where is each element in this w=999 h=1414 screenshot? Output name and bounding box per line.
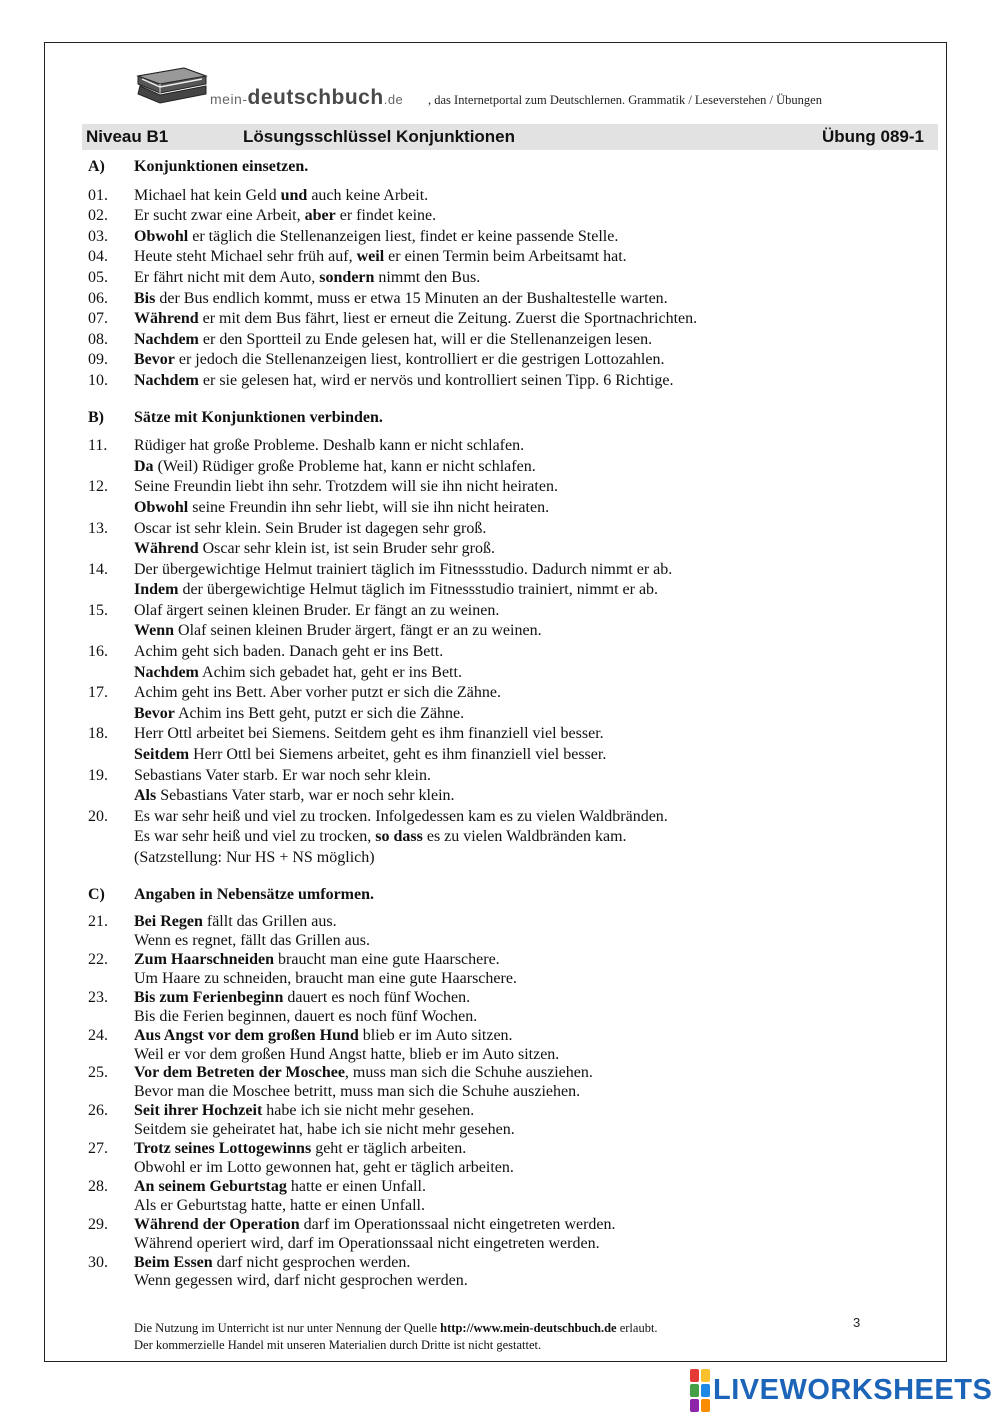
logo-square: [690, 1399, 699, 1412]
exercise-item: [88, 477, 928, 518]
item-line: [134, 289, 928, 310]
exercise-item: [88, 766, 928, 807]
sentence-text: er einen Termin beim Arbeitsamt hat.: [384, 248, 627, 266]
conjunction-answer: Beim Essen: [134, 1253, 213, 1271]
sentence-text: , muss man sich die Schuhe ausziehen.: [344, 1064, 593, 1082]
item-line: [134, 663, 928, 684]
item-line: [134, 580, 928, 601]
sentence-text: Weil er vor dem großen Hund Angst hatte, blieb er im Auto sitzen.: [134, 1045, 560, 1063]
item-line: [134, 621, 928, 642]
item-text: [134, 1254, 928, 1292]
item-line: [134, 1216, 928, 1235]
exercise-item: [88, 227, 928, 248]
sentence-text: Es war sehr heiß und viel zu trocken. Infolgedessen kam es zu vielen Waldbränden.: [134, 807, 668, 825]
conjunction-answer: Bevor: [134, 704, 175, 722]
logo-square: [690, 1384, 699, 1397]
item-number: 08.: [88, 330, 108, 348]
conjunction-answer: Bis: [134, 289, 156, 307]
exercise-item: [88, 330, 928, 351]
liveworksheets-logo-icon: [690, 1369, 710, 1412]
site-header: [134, 58, 914, 110]
sentence-text: Bis die Ferien beginnen, dauert es noch fünf Wochen.: [134, 1007, 478, 1025]
item-text: [134, 1216, 928, 1254]
exercise-item: [88, 186, 928, 207]
exercise-item: [88, 1027, 928, 1065]
sentence-text: Oscar ist sehr klein. Sein Bruder ist dagegen sehr groß.: [134, 519, 487, 537]
section-key: B): [88, 408, 104, 426]
item-number: 05.: [88, 268, 108, 286]
item-number: 13.: [88, 519, 108, 537]
item-line: [134, 309, 928, 330]
sentence-text: der übergewichtige Helmut täglich im Fitnessstudio trainiert, nimmt er ab.: [178, 581, 659, 599]
exercise-item: [88, 519, 928, 560]
sentence-text: (Satzstellung: Nur HS + NS möglich): [134, 849, 375, 866]
sentence-text: Wenn es regnet, fällt das Grillen aus.: [134, 932, 370, 950]
exercise-item: [88, 309, 928, 330]
sentence-text: Achim sich gebadet hat, geht er ins Bett.: [198, 663, 462, 681]
item-line: [134, 745, 928, 766]
item-line: [134, 477, 928, 498]
item-line: [134, 1008, 928, 1027]
sentence-text: nimmt den Bus.: [374, 268, 481, 286]
item-text: [134, 913, 928, 951]
item-line: [134, 642, 928, 663]
sentence-text: er den Sportteil zu Ende gelesen hat, will er die Stellenanzeigen lesen.: [198, 330, 653, 348]
item-line: [134, 724, 928, 745]
item-line: [134, 1027, 928, 1046]
footer-notice: [134, 1320, 658, 1354]
item-line: [134, 1159, 928, 1178]
sentence-text: Rüdiger hat große Probleme. Deshalb kann er nicht schlafen.: [134, 437, 525, 455]
conjunction-answer: Indem: [134, 581, 179, 599]
conjunction-answer: Bis zum Ferienbeginn: [134, 988, 284, 1006]
answer-key-content: [88, 155, 928, 1291]
sentence-text: darf im Operationssaal nicht eingetreten werden.: [299, 1215, 616, 1233]
sentence-text: Olaf seinen kleinen Bruder ärgert, fängt er an zu weinen.: [174, 622, 542, 640]
sentence-text: darf nicht gesprochen werden.: [212, 1253, 411, 1271]
sentence-text: fällt das Grillen aus.: [202, 913, 337, 931]
sentence-text: er findet keine.: [335, 207, 437, 225]
conjunction-answer: sondern: [319, 268, 375, 286]
source-url-link[interactable]: http://www.mein-deutschbuch.de: [440, 1321, 617, 1335]
conjunction-answer: so dass: [375, 828, 423, 846]
section-heading: [88, 885, 928, 906]
sentence-text: Während operiert wird, darf im Operationssaal nicht eingetreten werden.: [134, 1234, 600, 1252]
sentence-text: er jedoch die Stellenanzeigen liest, kontrolliert er die gestrigen Lottozahlen.: [174, 351, 665, 369]
item-line: [134, 1178, 928, 1197]
item-text: [134, 330, 928, 351]
conjunction-answer: Vor dem Betreten der Moschee: [134, 1064, 345, 1082]
item-number: 25.: [88, 1064, 108, 1082]
section-heading: [88, 408, 928, 429]
item-line: [134, 371, 928, 392]
item-line: [134, 807, 928, 828]
exercise-item: [88, 1102, 928, 1140]
exercise-item: [88, 1254, 928, 1292]
sentence-text: Bevor man die Moschee betritt, muss man sich die Schuhe ausziehen.: [134, 1083, 581, 1101]
sentence-text: Sebastians Vater starb, war er noch sehr klein.: [156, 787, 455, 805]
conjunction-answer: Obwohl: [134, 498, 189, 516]
item-text: [134, 766, 928, 807]
item-number: 23.: [88, 988, 108, 1006]
item-line: [134, 1046, 928, 1065]
sentence-text: der Bus endlich kommt, muss er etwa 15 Minuten an der Bushaltestelle warten.: [155, 289, 668, 307]
sentence-text: Seine Freundin liebt ihn sehr. Trotzdem will sie ihn nicht heiraten.: [134, 478, 558, 496]
item-number: 04.: [88, 248, 108, 266]
item-number: 15.: [88, 601, 108, 619]
section-key: A): [88, 158, 105, 175]
sentence-text: er sie gelesen hat, wird er nervös und kontrolliert seinen Tipp. 6 Richtige.: [198, 371, 674, 389]
sentence-text: auch keine Arbeit.: [307, 186, 429, 204]
item-number: 30.: [88, 1253, 108, 1271]
conjunction-answer: Zum Haarschneiden: [134, 951, 275, 968]
item-number: 01.: [88, 186, 108, 204]
item-number: 29.: [88, 1215, 108, 1233]
item-number: 02.: [88, 207, 108, 225]
conjunction-answer: Da: [134, 457, 154, 475]
sentence-text: Heute steht Michael sehr früh auf,: [134, 248, 357, 266]
section-gap: [88, 392, 928, 406]
item-text: [134, 683, 928, 724]
conjunction-answer: Trotz seines Lottogewinns: [134, 1140, 312, 1158]
item-text: [134, 989, 928, 1027]
section-c: [88, 885, 928, 1292]
sentence-text: dauert es noch fünf Wochen.: [283, 988, 471, 1006]
item-number: 10.: [88, 371, 108, 389]
item-line: [134, 330, 928, 351]
exercise-item: [88, 683, 928, 724]
section-heading: [88, 157, 928, 178]
item-text: [134, 206, 928, 227]
exercise-item: [88, 724, 928, 765]
item-line: [134, 436, 928, 457]
item-text: [134, 371, 928, 392]
item-text: [134, 1102, 928, 1140]
sentence-text: Als er Geburtstag hatte, hatte er einen Unfall.: [134, 1196, 425, 1214]
conjunction-answer: Während der Operation: [134, 1215, 300, 1233]
item-line: [134, 1102, 928, 1121]
item-text: [134, 642, 928, 683]
exercise-item: [88, 560, 928, 601]
sentence-text: (Weil) Rüdiger große Probleme hat, kann er nicht schlafen.: [153, 457, 536, 475]
level-label: Niveau B1: [86, 127, 169, 146]
item-line: [134, 683, 928, 704]
item-line: [134, 970, 928, 989]
exercise-item: [88, 247, 928, 268]
conjunction-answer: Seitdem: [134, 746, 190, 764]
item-line: [134, 766, 928, 787]
sentence-text: Seitdem sie geheiratet hat, habe ich sie nicht mehr gesehen.: [134, 1121, 515, 1139]
item-line: [134, 848, 928, 869]
sentence-text: Der übergewichtige Helmut trainiert täglich im Fitnessstudio. Dadurch nimmt er ab.: [134, 560, 673, 578]
sentence-text: es zu vielen Waldbränden kam.: [422, 828, 627, 846]
item-text: [134, 247, 928, 268]
item-line: [134, 786, 928, 807]
item-line: [134, 350, 928, 371]
header-tagline: , das Internetportal zum Deutschlernen. Grammatik / Leseverstehen / Übungen: [428, 93, 822, 107]
sentence-text: Achim ins Bett geht, putzt er sich die Zähne.: [174, 704, 465, 722]
book-stack-logo-icon: [134, 62, 208, 104]
item-number: 24.: [88, 1026, 108, 1044]
exercise-item: [88, 350, 928, 371]
item-text: [134, 268, 928, 289]
item-line: [134, 186, 928, 207]
exercise-item: [88, 951, 928, 989]
sentence-text: geht er täglich arbeiten.: [311, 1140, 467, 1158]
exercise-item: [88, 268, 928, 289]
exercise-item: [88, 989, 928, 1027]
item-number: 14.: [88, 560, 108, 578]
item-line: [134, 560, 928, 581]
footer-line-2: Der kommerzielle Handel mit unseren Materialien durch Dritte ist nicht gestattet.: [134, 1338, 542, 1352]
item-line: [134, 1140, 928, 1159]
exercise-item: [88, 642, 928, 683]
exercise-item: [88, 1140, 928, 1178]
item-text: [134, 1027, 928, 1065]
item-number: 21.: [88, 913, 108, 931]
section-a: [88, 157, 928, 392]
exercise-item: [88, 1064, 928, 1102]
page-title: Lösungsschlüssel Konjunktionen: [243, 127, 516, 146]
item-line: [134, 539, 928, 560]
item-text: [134, 289, 928, 310]
item-text: [134, 1178, 928, 1216]
sentence-text: Er sucht zwar eine Arbeit,: [134, 207, 305, 225]
conjunction-answer: Als: [134, 787, 157, 805]
conjunction-answer: Während: [134, 310, 199, 328]
logo-square: [701, 1399, 710, 1412]
item-line: [134, 227, 928, 248]
logo-square: [701, 1384, 710, 1397]
footer-line-1: Die Nutzung im Unterricht ist nur unter Nennung der Quelle http://www.mein-deutschbuch.de erlaubt.: [134, 1321, 658, 1335]
item-number: 20.: [88, 807, 108, 825]
exercise-number: Übung 089-1: [821, 127, 924, 146]
sentence-text: Sebastians Vater starb. Er war noch sehr klein.: [134, 766, 431, 784]
item-line: [134, 951, 928, 970]
sentence-text: er täglich die Stellenanzeigen liest, findet er keine passende Stelle.: [188, 227, 619, 245]
item-number: 22.: [88, 951, 108, 968]
conjunction-answer: Wenn: [134, 622, 175, 640]
brand-main: deutschbuch: [247, 86, 384, 109]
item-text: [134, 724, 928, 765]
sentence-text: Achim geht sich baden. Danach geht er ins Bett.: [134, 643, 444, 661]
item-line: [134, 1121, 928, 1140]
item-number: 11.: [88, 437, 108, 455]
item-number: 26.: [88, 1102, 108, 1120]
conjunction-answer: und: [280, 186, 308, 204]
exercise-item: [88, 371, 928, 392]
sentence-text: seine Freundin ihn sehr liebt, will sie ihn nicht heiraten.: [188, 498, 550, 516]
sentence-text: Es war sehr heiß und viel zu trocken,: [134, 828, 376, 846]
sentence-text: habe ich sie nicht mehr gesehen.: [262, 1102, 475, 1120]
item-number: 09.: [88, 351, 108, 369]
exercise-item: [88, 206, 928, 227]
item-line: [134, 1235, 928, 1254]
conjunction-answer: Nachdem: [134, 663, 199, 681]
sentence-text: er mit dem Bus fährt, liest er erneut die Zeitung. Zuerst die Sportnachrichten.: [198, 310, 698, 328]
item-text: [134, 951, 928, 989]
page-number: 3: [853, 1315, 861, 1330]
item-number: 28.: [88, 1177, 108, 1195]
exercise-item: [88, 1216, 928, 1254]
item-line: [134, 247, 928, 268]
sentence-text: braucht man eine gute Haarschere.: [274, 951, 500, 968]
section-title: Sätze mit Konjunktionen verbinden.: [134, 408, 383, 426]
brand-prefix: mein-: [210, 91, 248, 107]
item-line: [134, 519, 928, 540]
item-number: 18.: [88, 725, 108, 743]
item-line: [134, 989, 928, 1008]
exercise-item: [88, 289, 928, 310]
sentence-text: Oscar sehr klein ist, ist sein Bruder sehr groß.: [198, 540, 495, 558]
exercise-item: [88, 807, 928, 869]
logo-square: [701, 1369, 710, 1382]
sentence-text: Obwohl er im Lotto gewonnen hat, geht er täglich arbeiten.: [134, 1158, 514, 1176]
item-number: 07.: [88, 310, 108, 328]
section-title: Konjunktionen einsetzen.: [134, 158, 309, 175]
sentence-text: blieb er im Auto sitzen.: [358, 1026, 513, 1044]
item-text: [134, 227, 928, 248]
item-line: [134, 827, 928, 848]
conjunction-answer: aber: [304, 207, 336, 225]
conjunction-answer: weil: [356, 248, 385, 266]
item-line: [134, 206, 928, 227]
conjunction-answer: An seinem Geburtstag: [134, 1177, 287, 1195]
conjunction-answer: Während: [134, 540, 199, 558]
item-number: 16.: [88, 643, 108, 661]
sentence-text: Wenn gegessen wird, darf nicht gesprochen werden.: [134, 1272, 468, 1290]
conjunction-answer: Nachdem: [134, 330, 199, 348]
item-text: [134, 519, 928, 560]
item-line: [134, 498, 928, 519]
brand-tld: .de: [383, 92, 404, 107]
conjunction-answer: Bevor: [134, 351, 175, 369]
item-number: 12.: [88, 478, 108, 496]
item-number: 03.: [88, 227, 108, 245]
exercise-item: [88, 601, 928, 642]
section-b: [88, 408, 928, 869]
sentence-text: Herr Ottl arbeitet bei Siemens. Seitdem geht es ihm finanziell viel besser.: [134, 725, 604, 743]
sentence-text: Herr Ottl bei Siemens arbeitet, geht es ihm finanziell viel besser.: [189, 746, 607, 764]
conjunction-answer: Aus Angst vor dem großen Hund: [134, 1026, 359, 1044]
item-number: 27.: [88, 1140, 108, 1158]
sentence-text: Olaf ärgert seinen kleinen Bruder. Er fängt an zu weinen.: [134, 601, 500, 619]
watermark-text: LIVEWORKSHEETS: [713, 1373, 993, 1406]
item-text: [134, 807, 928, 869]
item-number: 17.: [88, 684, 108, 702]
sentence-text: Michael hat kein Geld: [134, 186, 281, 204]
item-text: [134, 350, 928, 371]
item-line: [134, 1197, 928, 1216]
item-line: [134, 1254, 928, 1273]
item-line: [134, 601, 928, 622]
liveworksheets-watermark: [690, 1374, 992, 1406]
title-bar: [82, 124, 938, 150]
item-text: [134, 309, 928, 330]
item-line: [134, 913, 928, 932]
section-key: C): [88, 885, 105, 903]
item-text: [134, 477, 928, 518]
sentence-text: Um Haare zu schneiden, braucht man eine gute Haarschere.: [134, 969, 517, 987]
item-line: [134, 1083, 928, 1102]
sentence-text: Er fährt nicht mit dem Auto,: [134, 268, 320, 286]
item-line: [134, 1064, 928, 1083]
item-line: [134, 268, 928, 289]
item-text: [134, 186, 928, 207]
sentence-text: Achim geht ins Bett. Aber vorher putzt er sich die Zähne.: [134, 684, 502, 702]
conjunction-answer: Nachdem: [134, 371, 199, 389]
exercise-item: [88, 913, 928, 951]
exercise-item: [88, 436, 928, 477]
section-gap: [88, 869, 928, 883]
section-title: Angaben in Nebensätze umformen.: [134, 885, 374, 903]
sentence-text: hatte er einen Unfall.: [286, 1177, 426, 1195]
item-text: [134, 560, 928, 601]
conjunction-answer: Bei Regen: [134, 913, 203, 931]
item-line: [134, 457, 928, 478]
item-line: [134, 1272, 928, 1291]
logo-square: [690, 1369, 699, 1382]
exercise-item: [88, 1178, 928, 1216]
item-text: [134, 601, 928, 642]
item-line: [134, 932, 928, 951]
brand-name: [210, 86, 403, 110]
item-text: [134, 436, 928, 477]
item-text: [134, 1140, 928, 1178]
item-number: 06.: [88, 289, 108, 307]
conjunction-answer: Obwohl: [134, 227, 189, 245]
conjunction-answer: Seit ihrer Hochzeit: [134, 1102, 263, 1120]
item-number: 19.: [88, 766, 108, 784]
item-line: [134, 704, 928, 725]
item-text: [134, 1064, 928, 1102]
